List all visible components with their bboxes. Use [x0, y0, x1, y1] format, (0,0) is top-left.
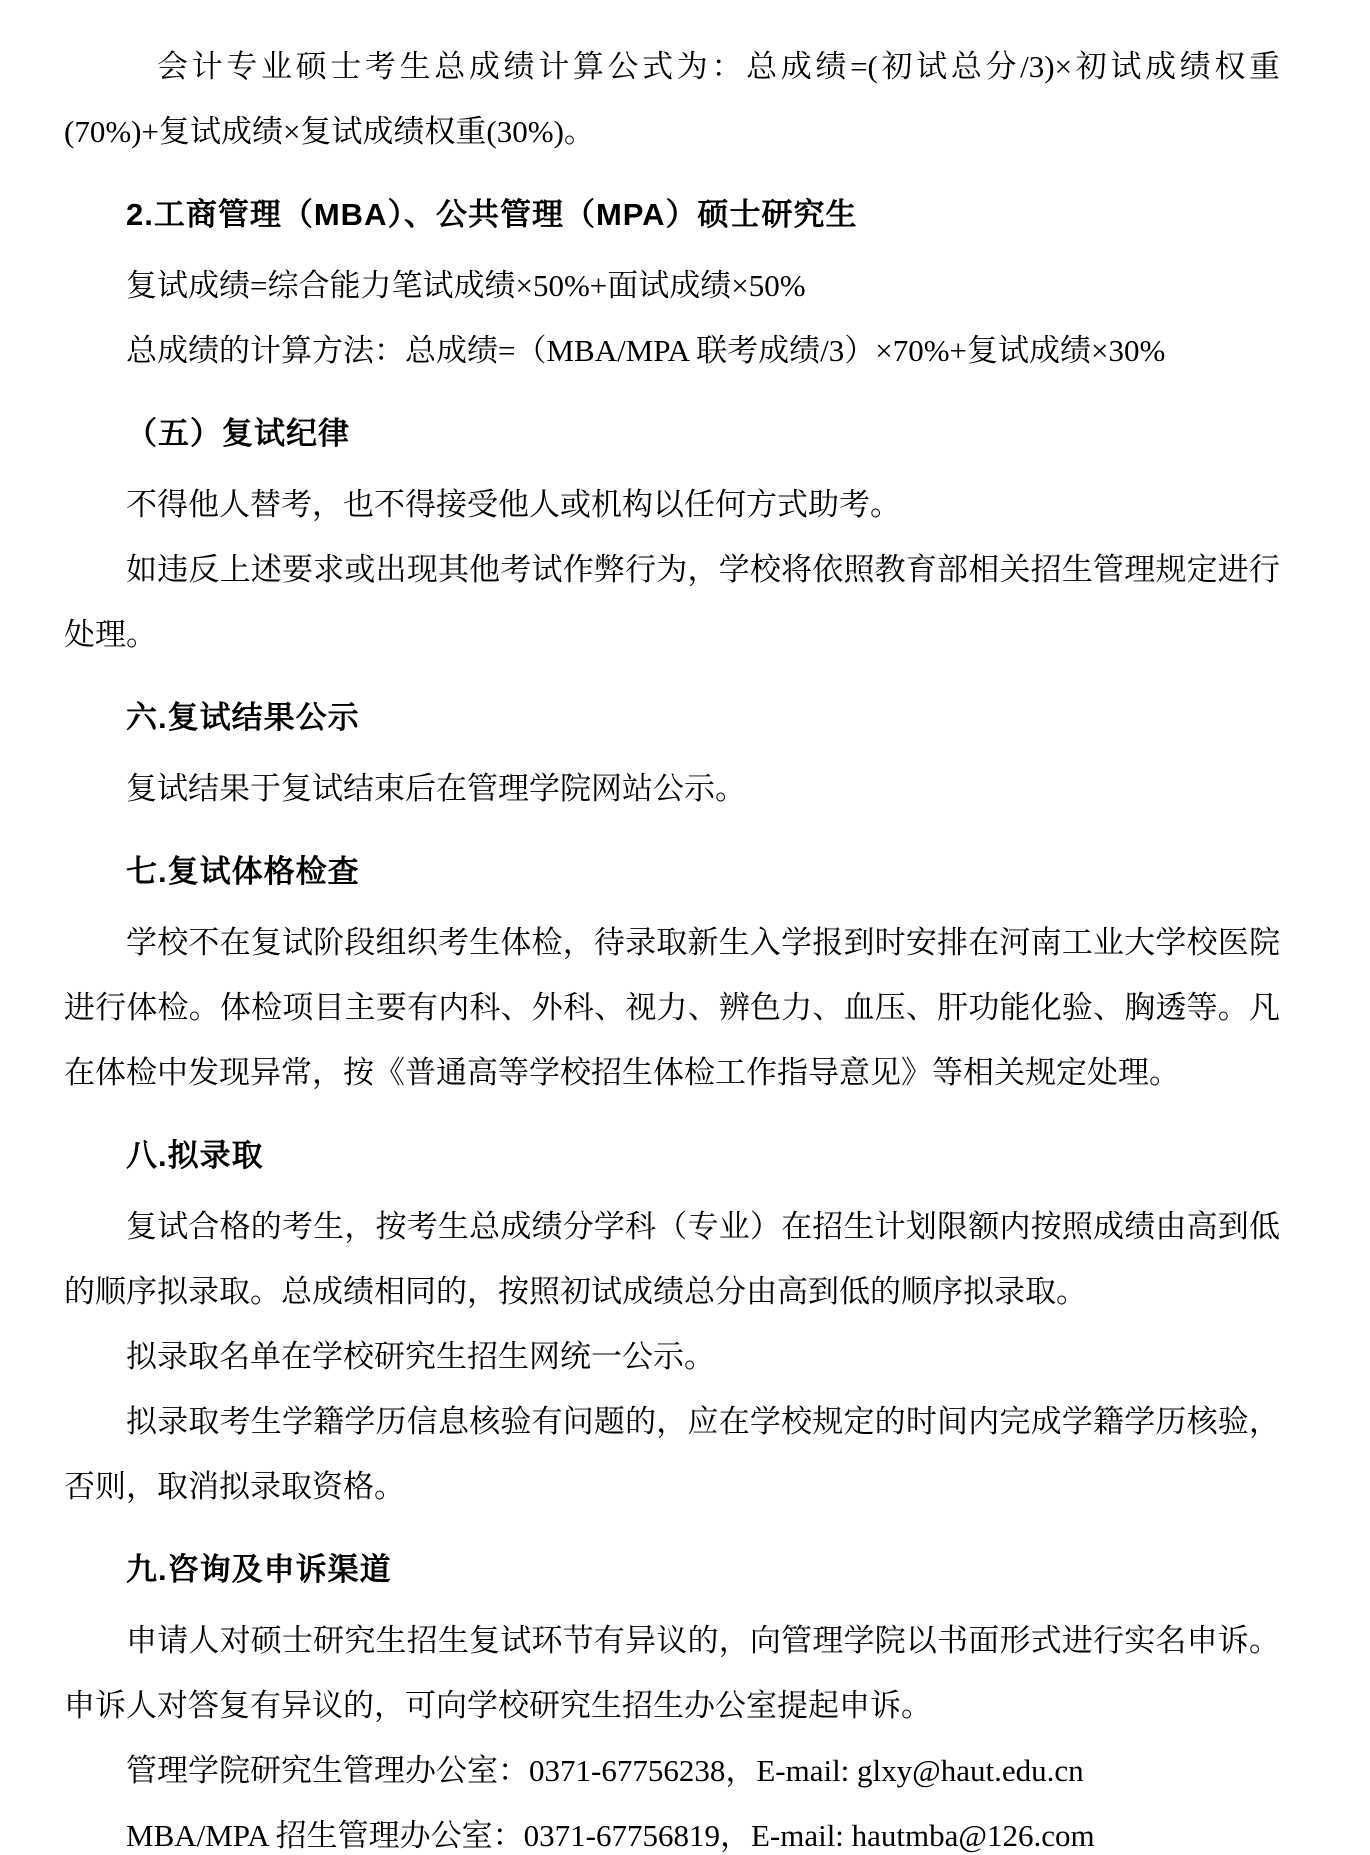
paragraph: 申请人对硕士研究生招生复试环节有异议的，向管理学院以书面形式进行实名申诉。申诉人对答复有异议的，可向学校研究生招生办公室提起申诉。 [64, 1623, 1280, 1723]
section-heading: 2.工商管理（MBA）、公共管理（MPA）硕士研究生 [126, 197, 858, 232]
paragraph: 不得他人替考，也不得接受他人或机构以任何方式助考。 [126, 487, 901, 522]
section-heading: 六.复试结果公示 [126, 700, 360, 735]
paragraph: 复试合格的考生，按考生总成绩分学科（专业）在招生计划限额内按照成绩由高到低的顺序拟录取。总成绩相同的，按照初试成绩总分由高到低的顺序拟录取。 [64, 1209, 1280, 1309]
paragraph: 复试成绩=综合能力笔试成绩×50%+面试成绩×50% [126, 268, 806, 303]
section-heading: 八.拟录取 [126, 1138, 264, 1173]
paragraph: 拟录取考生学籍学历信息核验有问题的，应在学校规定的时间内完成学籍学历核验，否则，取消拟录取资格。 [64, 1404, 1280, 1504]
section-heading: 九.咨询及申诉渠道 [126, 1552, 392, 1587]
paragraph: 如违反上述要求或出现其他考试作弊行为，学校将依照教育部相关招生管理规定进行处理。 [64, 552, 1280, 652]
section-heading: （五）复试纪律 [126, 416, 350, 451]
paragraph: 拟录取名单在学校研究生招生网统一公示。 [126, 1339, 715, 1374]
paragraph: 复试结果于复试结束后在管理学院网站公示。 [126, 771, 746, 806]
paragraph: 总成绩的计算方法：总成绩=（MBA/MPA 联考成绩/3）×70%+复试成绩×30% [126, 333, 1166, 368]
section-heading: 七.复试体格检查 [126, 854, 360, 889]
contact-line: 管理学院研究生管理办公室：0371-67756238，E-mail: glxy@haut.edu.cn [126, 1753, 1084, 1788]
paragraph: 会计专业硕士考生总成绩计算公式为：总成绩=(初试总分/3)×初试成绩权重(70%)+复试成绩×复试成绩权重(30%)。 [64, 49, 1280, 149]
paragraph: 学校不在复试阶段组织考生体检，待录取新生入学报到时安排在河南工业大学校医院进行体检。体检项目主要有内科、外科、视力、辨色力、血压、肝功能化验、胸透等。凡在体检中发现异常，按《普通高等学校招生体检工作指导意见》等相关规定处理。 [64, 925, 1280, 1090]
contact-line: MBA/MPA 招生管理办公室：0371-67756819，E-mail: hautmba@126.com [126, 1818, 1095, 1853]
